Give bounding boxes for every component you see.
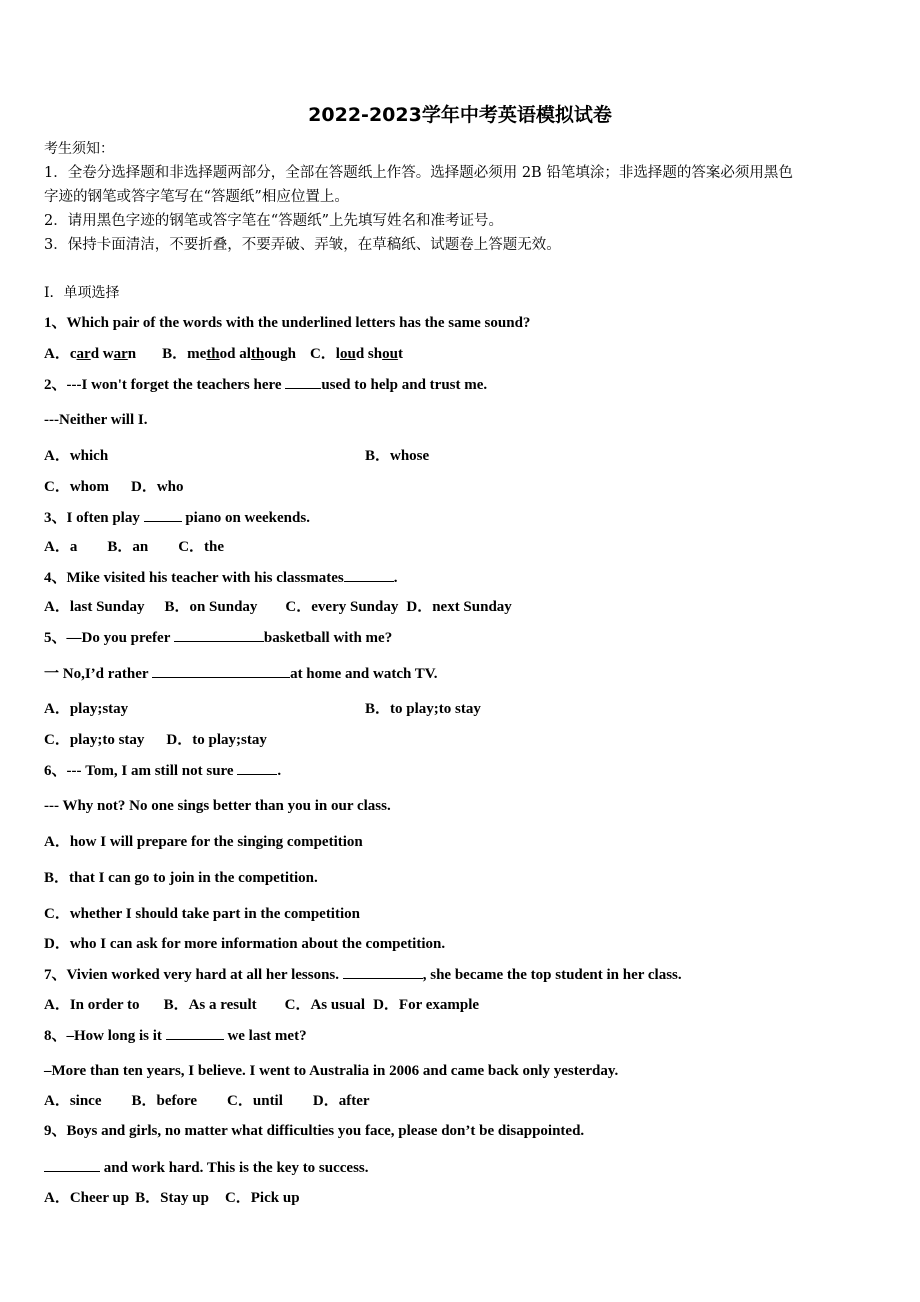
option-5b: B．to play;to stay xyxy=(365,701,481,717)
option-4a: A．last Sunday xyxy=(44,599,145,615)
option-7d: D．For example xyxy=(373,997,480,1013)
option-7b: B．As a result xyxy=(163,997,257,1013)
option-5a: A．play;stay xyxy=(44,701,129,717)
question-5-options-cd xyxy=(44,731,293,749)
answer-blank xyxy=(44,1158,100,1172)
option-6c: C．whether I should take part in the competition xyxy=(44,906,360,922)
answer-blank xyxy=(166,1026,224,1040)
question-9-line-2: and work hard. This is the key to success. xyxy=(44,1158,369,1177)
option-2a: A．which xyxy=(44,448,109,464)
answer-blank xyxy=(144,508,182,522)
question-9-options xyxy=(44,1189,326,1207)
answer-blank xyxy=(152,664,290,678)
option-8d: D．after xyxy=(312,1093,370,1109)
option-3a: A．a xyxy=(44,539,78,555)
question-1-options xyxy=(44,345,429,363)
question-5-stem: 5、—Do you prefer basketball with me? xyxy=(44,630,393,646)
option-8b: B．before xyxy=(131,1093,198,1109)
question-3-options xyxy=(44,538,250,556)
notice-item-1-line-2: 字迹的钢笔或答字笔写在“答题纸”相应位置上。 xyxy=(44,189,349,205)
notice-item-3: 3．保持卡面清洁，不要折叠，不要弄破、弄皱，在草稿纸、试题卷上答题无效。 xyxy=(44,237,561,253)
option-4b: B．on Sunday xyxy=(164,599,258,615)
question-9-stem: 9、Boys and girls, no matter what difficulties you face, please don’t be disappointed. xyxy=(44,1123,585,1139)
question-2-options-cd xyxy=(44,478,210,496)
option-1c: C．loud shout xyxy=(309,346,403,362)
option-6b: B．that I can go to join in the competition. xyxy=(44,870,318,886)
option-7a: A．In order to xyxy=(44,997,140,1013)
option-2b: B．whose xyxy=(365,448,430,464)
question-8-options xyxy=(44,1092,396,1110)
question-6-stem: 6、--- Tom, I am still not sure . xyxy=(44,763,282,779)
question-3-stem: 3、I often play piano on weekends. xyxy=(44,510,310,526)
question-2-stem: 2、---I won't forget the teachers here used to help and trust me. xyxy=(44,377,488,393)
section-heading: Ⅰ．单项选择 xyxy=(44,285,120,301)
notice-item-1-line-1: 1．全卷分选择题和非选择题两部分，全部在答题纸上作答。选择题必须用 2B 铅笔填涂；非选择题的答案必须用黑色 xyxy=(44,165,793,181)
answer-blank xyxy=(285,375,321,389)
option-5d: D．to play;stay xyxy=(166,732,267,748)
option-8c: C．until xyxy=(227,1093,283,1109)
answer-blank xyxy=(237,761,277,775)
option-4d: D．next Sunday xyxy=(406,599,512,615)
question-5-reply: 一 No,I’d rather at home and watch TV. xyxy=(44,666,438,682)
question-1-stem: 1、Which pair of the words with the underlined letters has the same sound? xyxy=(44,315,531,331)
option-9b: B．Stay up xyxy=(135,1190,209,1206)
question-8-stem: 8、–How long is it we last met? xyxy=(44,1028,307,1044)
option-1b: B．method although xyxy=(162,346,296,362)
option-8a: A．since xyxy=(44,1093,102,1109)
option-4c: C．every Sunday xyxy=(285,599,399,615)
answer-blank xyxy=(174,628,264,642)
option-3b: B．an xyxy=(107,539,149,555)
option-9c: C．Pick up xyxy=(224,1190,300,1206)
option-2d: D．who xyxy=(131,479,184,495)
option-2c: C．whom xyxy=(44,479,110,495)
question-4-options xyxy=(44,598,538,616)
notice-heading: 考生须知： xyxy=(44,141,114,157)
question-8-reply: –More than ten years, I believe. I went to Australia in 2006 and came back only yesterday. xyxy=(44,1063,619,1079)
option-7c: C．As usual xyxy=(284,997,366,1013)
question-6-reply: --- Why not? No one sings better than you in our class. xyxy=(44,798,391,814)
page-title: 2022-2023学年中考英语模拟试卷 xyxy=(308,104,612,126)
option-6d: D．who I can ask for more information about the competition. xyxy=(44,936,446,952)
question-7-options xyxy=(44,996,505,1014)
option-5c: C．play;to stay xyxy=(44,732,145,748)
answer-blank xyxy=(344,568,394,582)
question-7-stem: 7、Vivien worked very hard at all her lessons. , she became the top student in her class. xyxy=(44,967,682,983)
answer-blank xyxy=(343,965,423,979)
option-3c: C．the xyxy=(178,539,225,555)
option-9a: A．Cheer up xyxy=(44,1190,130,1206)
notice-item-2: 2．请用黑色字迹的钢笔或答字笔在“答题纸”上先填写姓名和准考证号。 xyxy=(44,213,504,229)
option-1a: A．card warn xyxy=(44,346,137,362)
option-6a: A．how I will prepare for the singing competition xyxy=(44,834,363,850)
question-2-reply: ---Neither will I. xyxy=(44,412,148,428)
question-4-stem: 4、Mike visited his teacher with his classmates . xyxy=(44,570,398,586)
